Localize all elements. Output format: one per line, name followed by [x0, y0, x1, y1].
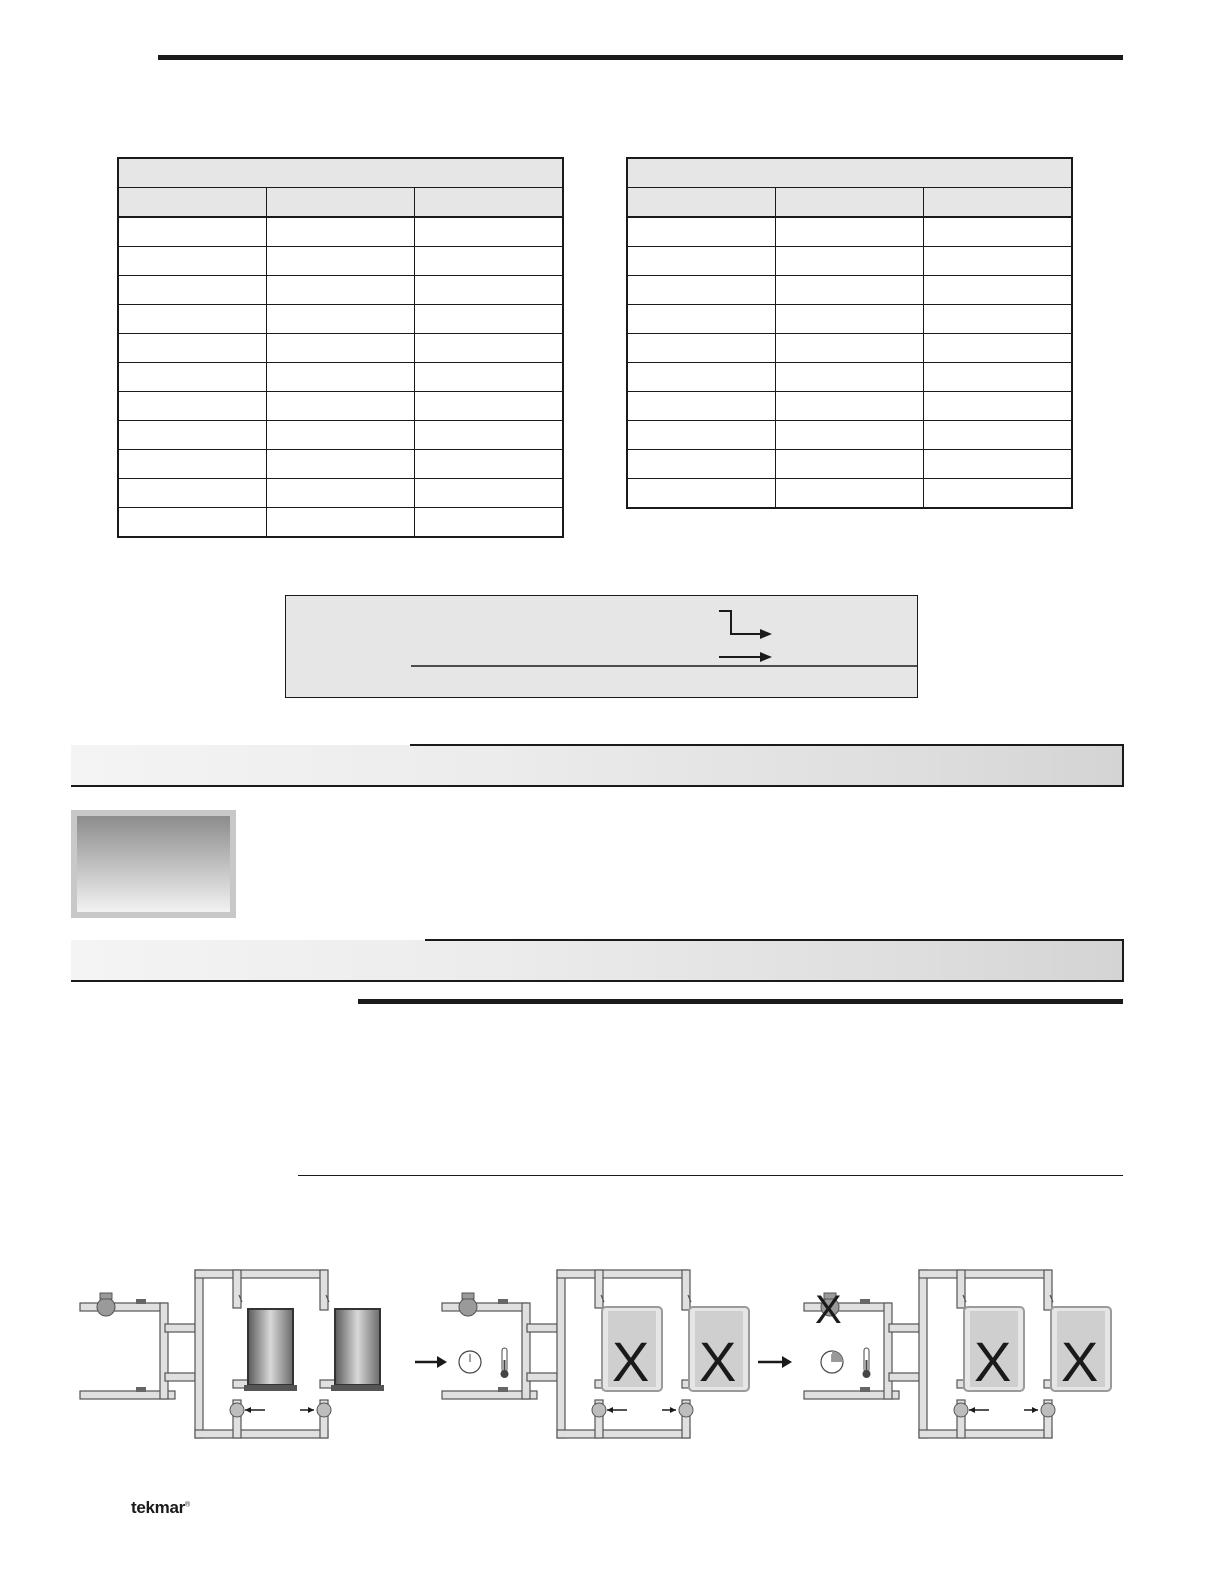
table-cell	[415, 450, 563, 479]
section-header-band	[71, 940, 1124, 982]
table-cell	[266, 217, 414, 247]
table-body	[627, 217, 1072, 508]
step-arrow-icon	[719, 611, 772, 639]
table-cell	[266, 392, 414, 421]
table-row	[118, 334, 563, 363]
table-cell	[266, 247, 414, 276]
table-cell	[924, 421, 1072, 450]
table-cell	[415, 392, 563, 421]
piping-diagram	[80, 1270, 384, 1438]
table-cell	[924, 450, 1072, 479]
table-cell	[627, 276, 775, 305]
table-cell	[775, 392, 923, 421]
table-row	[627, 479, 1072, 509]
table-cell	[266, 450, 414, 479]
disabled-mark: X	[974, 1330, 1012, 1393]
table-title	[118, 158, 563, 188]
subsection-rule	[358, 999, 1123, 1004]
table-cell	[266, 305, 414, 334]
table-cell	[924, 334, 1072, 363]
column-header	[266, 188, 414, 218]
table-cell	[627, 334, 775, 363]
table-cell	[118, 479, 266, 508]
section-band-rule	[425, 939, 1124, 941]
table-cell	[775, 217, 923, 247]
table-cell	[924, 392, 1072, 421]
legend-graphics	[286, 596, 917, 697]
table-cell	[924, 363, 1072, 392]
table-row	[118, 217, 563, 247]
gray-panel	[71, 810, 236, 918]
table-cell	[924, 305, 1072, 334]
boiler-icon	[331, 1309, 384, 1391]
table-row	[627, 450, 1072, 479]
column-header	[118, 188, 266, 218]
table-row	[118, 247, 563, 276]
header-rule	[158, 55, 1123, 60]
disabled-mark: X	[1061, 1330, 1099, 1393]
table-cell	[415, 421, 563, 450]
table-row	[118, 450, 563, 479]
table-cell	[627, 450, 775, 479]
boiler-icon	[964, 1307, 1024, 1393]
disabled-mark: X	[612, 1330, 650, 1393]
table-cell	[118, 363, 266, 392]
table-cell	[415, 276, 563, 305]
pump-icon	[679, 1403, 693, 1417]
column-header	[627, 188, 775, 218]
table-cell	[415, 305, 563, 334]
table-row	[627, 276, 1072, 305]
thermometer-icon	[863, 1348, 871, 1378]
table-row	[118, 421, 563, 450]
table-cell	[266, 479, 414, 508]
piping-diagram	[804, 1270, 1111, 1438]
table-row	[118, 479, 563, 508]
table-cell	[266, 276, 414, 305]
column-header	[775, 188, 923, 218]
table-cell	[775, 479, 923, 509]
table-cell	[118, 421, 266, 450]
table-cell	[266, 363, 414, 392]
pump-icon	[1041, 1403, 1055, 1417]
table-cell	[118, 334, 266, 363]
table-cell	[775, 363, 923, 392]
table-row	[118, 305, 563, 334]
boiler-icon	[1051, 1307, 1111, 1393]
table-cell	[627, 479, 775, 509]
table-cell	[924, 276, 1072, 305]
table-title	[627, 158, 1072, 188]
table-row	[627, 363, 1072, 392]
data-table-right	[626, 157, 1073, 509]
table-cell	[627, 247, 775, 276]
data-table-left	[117, 157, 564, 538]
thermometer-icon	[501, 1348, 509, 1378]
table-cell	[118, 450, 266, 479]
table-row	[627, 421, 1072, 450]
table-cell	[775, 450, 923, 479]
table-row	[627, 334, 1072, 363]
pump-icon	[592, 1403, 606, 1417]
clock-icon	[459, 1351, 481, 1373]
divider-rule	[298, 1175, 1123, 1176]
legend-box	[285, 595, 918, 698]
table-cell	[627, 305, 775, 334]
table-cell	[415, 247, 563, 276]
table-cell	[924, 217, 1072, 247]
boiler-icon	[244, 1309, 297, 1391]
table-row	[118, 363, 563, 392]
table-cell	[415, 508, 563, 538]
table-row	[627, 217, 1072, 247]
table-cell	[415, 363, 563, 392]
table-cell	[924, 247, 1072, 276]
table-cell	[118, 508, 266, 538]
column-header	[415, 188, 563, 218]
table-body	[118, 217, 563, 537]
registered-mark: ®	[184, 1501, 190, 1509]
tekmar-logo	[131, 1498, 190, 1518]
boiler-icon	[689, 1307, 749, 1393]
pump-icon	[230, 1403, 244, 1417]
table-cell	[924, 479, 1072, 509]
pump-icon	[954, 1403, 968, 1417]
table-cell	[118, 276, 266, 305]
transition-arrow-icon	[758, 1356, 792, 1368]
table-row	[118, 508, 563, 538]
table-cell	[775, 421, 923, 450]
clock-icon	[821, 1351, 843, 1373]
table-cell	[118, 305, 266, 334]
table-cell	[266, 508, 414, 538]
table-cell	[415, 334, 563, 363]
table-cell	[627, 421, 775, 450]
disabled-mark: X	[815, 1288, 842, 1332]
right-arrow-icon	[719, 652, 772, 662]
table-row	[627, 305, 1072, 334]
table-cell	[775, 276, 923, 305]
column-header	[924, 188, 1072, 218]
table-cell	[627, 363, 775, 392]
table-cell	[627, 392, 775, 421]
table-cell	[118, 217, 266, 247]
piping-diagram	[442, 1270, 749, 1438]
section-header-band	[71, 745, 1124, 787]
table-cell	[415, 217, 563, 247]
disabled-mark: X	[699, 1330, 737, 1393]
table-cell	[266, 421, 414, 450]
table-cell	[118, 392, 266, 421]
piping-diagrams	[0, 1250, 1224, 1450]
table-row	[118, 392, 563, 421]
section-band-rule	[410, 744, 1124, 746]
gray-panel-gradient	[77, 816, 230, 912]
boiler-icon	[602, 1307, 662, 1393]
table-cell	[627, 217, 775, 247]
table-cell	[415, 479, 563, 508]
table-row	[627, 392, 1072, 421]
table-row	[118, 276, 563, 305]
transition-arrow-icon	[415, 1356, 447, 1368]
logo-text: tekmar	[131, 1498, 185, 1517]
table-cell	[775, 247, 923, 276]
table-cell	[266, 334, 414, 363]
pump-icon	[317, 1403, 331, 1417]
table-row	[627, 247, 1072, 276]
table-cell	[775, 305, 923, 334]
table-cell	[118, 247, 266, 276]
table-cell	[775, 334, 923, 363]
